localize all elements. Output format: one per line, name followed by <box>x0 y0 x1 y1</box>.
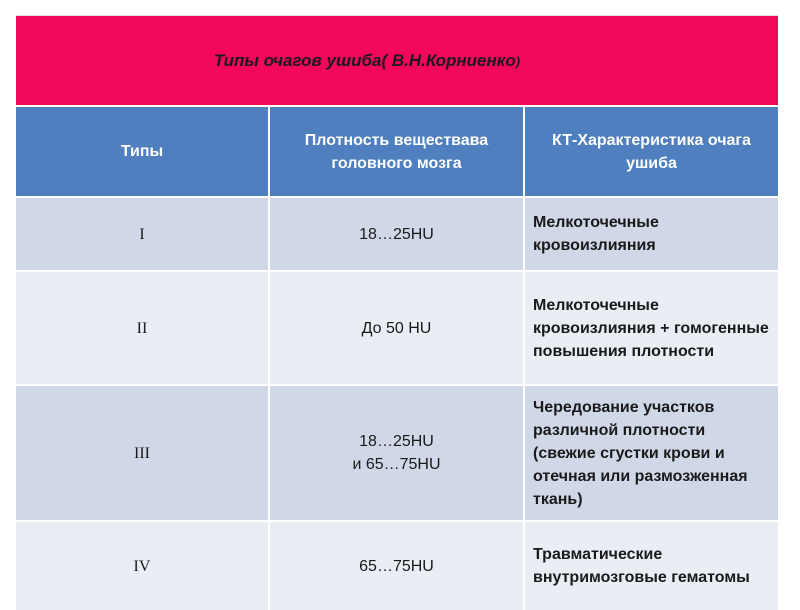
contusion-types-table <box>16 107 778 610</box>
density-cell <box>269 271 524 385</box>
table-row <box>16 385 778 521</box>
ct-cell: Травматические внутримозговые гематомы <box>524 521 778 610</box>
type-cell: II <box>16 271 269 385</box>
header-density: Плотность веществава головного мозга <box>269 107 524 197</box>
table-header-row <box>16 107 778 197</box>
density-value: До 50 HU <box>361 319 432 337</box>
ct-cell: Чередование участков различной плотности (свежие сгустки крови и отечная или размозженная ткань) <box>524 385 778 521</box>
header-types: Типы <box>16 107 269 197</box>
header-ct: КТ-Характеристика очага ушиба <box>524 107 778 197</box>
table-row <box>16 521 778 610</box>
density-value: 65…75HU <box>359 557 434 575</box>
type-cell: I <box>16 197 269 271</box>
ct-cell: Мелкоточечные кровоизлияния + гомогенные повышения плотности <box>524 271 778 385</box>
density-cell <box>269 521 524 610</box>
type-cell: IV <box>16 521 269 610</box>
table-row <box>16 271 778 385</box>
type-cell: III <box>16 385 269 521</box>
slide-title <box>214 51 520 71</box>
table-row <box>16 197 778 271</box>
title-banner <box>16 15 778 105</box>
slide-title-main: Типы очагов ушиба( В.Н.Корниенко <box>213 50 516 70</box>
density-value: 18…25HU <box>359 433 434 450</box>
slide-title-close: ) <box>515 53 521 69</box>
density-value: 18…25HU <box>359 225 434 243</box>
density-cell <box>269 385 524 521</box>
ct-cell: Мелкоточечные кровоизлияния <box>524 197 778 271</box>
density-cell <box>269 197 524 271</box>
density-value: и 65…75HU <box>352 456 441 473</box>
